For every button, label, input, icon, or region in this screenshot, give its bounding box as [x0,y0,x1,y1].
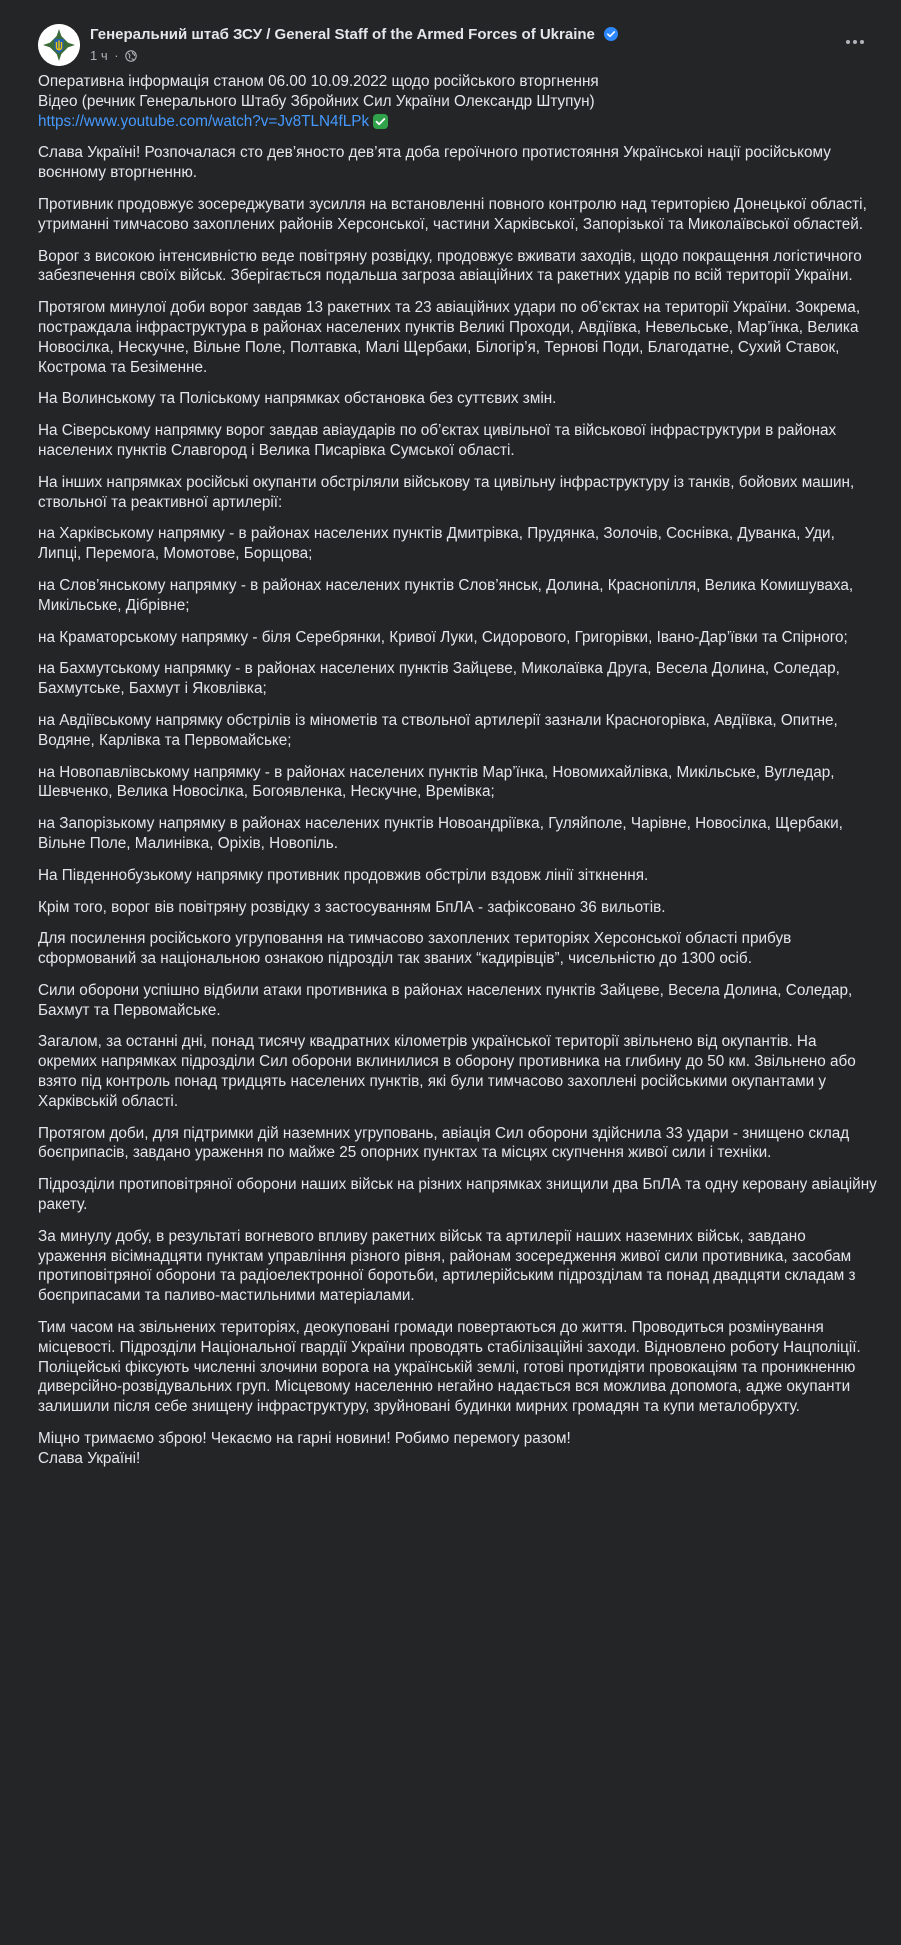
post-paragraph: Сили оборони успішно відбили атаки противника в районах населених пунктів Зайцеве, Весела Долина, Соледар, Бахмут та Первомайське. [38,981,853,1019]
post-paragraph: на Харківському напрямку - в районах населених пунктів Дмитрівка, Прудянка, Золочів, Соснівка, Дуванка, Уди, Липці, Перемога, Момотове, Борщова; [38,525,835,563]
intro-line-2: Відео (речник Генерального Штабу Збройних Сил України Олександр Штупун) [38,92,595,110]
post-paragraph: Підрозділи протиповітряної оборони наших військ на різних напрямках знищили два БпЛА та одну керовану авіаційну ракету. [38,1176,877,1214]
closing-line-1: Міцно тримаємо зброю! Чекаємо на гарні новини! Робимо перемогу разом! [38,1430,571,1448]
page-avatar[interactable] [38,24,80,66]
post-paragraph: Слава Україні! Розпочалася сто дев’яносто дев’ята доба героїчного протистояння Українськоі нації російському воєнному вторгненню. [38,144,831,182]
post-paragraph: На Сіверському напрямку ворог завдав авіаударів по об’єктах цивільної та військової інфраструктури в районах населених пунктів Славгород і Велика Писарівка Сумської області. [38,422,837,459]
post-timestamp[interactable]: 1 ч [90,48,108,63]
intro-block [38,72,878,131]
post-body [38,72,878,1481]
post-paragraph: На Південнобузькому напрямку противник продовжив обстріли вздовж лінії зіткнення. [38,866,649,884]
post-meta [90,48,137,63]
post-paragraph: Протягом минулої доби ворог завдав 13 ракетних та 23 авіаційних удари по об’єктах на території України. Зокрема, постраждала інфраструктура в районах населених пунктів Великі Проходи, Авдіївка, Невельське, Мар’їнка, Велика Новосілка, Нескучне, Вільне Поле, Полтавка, Малі Щербаки, Білогір’я, Тернові Поди, Благодатне, Сухий Ставок, Кострома та Безіменне. [38,299,861,376]
check-circle-icon [373,114,388,129]
post-paragraph: На Волинському та Поліському напрямках обстановка без суттєвих змін. [38,390,557,408]
post-paragraph: На інших напрямках російські окупанти обстріляли військову та цивільну інфраструктуру із танків, бойових машин, ствольної та реактивної артилерії: [38,473,855,511]
page-name[interactable]: Генеральний штаб ЗСУ / General Staff of the Armed Forces of Ukraine [90,26,595,43]
post-paragraph: Тим часом на звільнених територіях, деокуповані громади повертаються до життя. Проводиться розмінування місцевості. Підрозділи Національної гвардії України проводять стабілізаційні заходи. Відновлено роботу Нацполіції. Поліцейські фіксують численні злочини ворога на українській землі, готові протидіяти провокаціям та проникненню диверсійно-розвідувальних груп. Місцевому населенню негайно надається вся можлива допомога, адже окупанти залишили після себе знищену інфраструктуру, зруйновані будинки мирних громадян та купи металобрухту. [38,1319,861,1416]
more-options-button[interactable] [839,26,871,58]
page-name-link[interactable] [90,26,618,43]
emblem-icon [38,24,80,66]
post-paragraph: на Авдіївському напрямку обстрілів із мінометів та ствольної артилерії зазнали Красногорівка, Авдіївка, Опитне, Водяне, Карлівка та Первомайське; [38,711,838,749]
post-paragraph: на Запорізькому напрямку в районах населених пунктів Новоандріївка, Гуляйполе, Чарівне, Новосілка, Щербаки, Вільне Поле, Малинівка, Оріхів, Новопіль. [38,815,843,852]
post-paragraph: на Бахмутському напрямку - в районах населених пунктів Зайцеве, Миколаївка Друга, Весела Долина, Соледар, Бахмутське, Бахмут і Яковлівка; [38,660,840,698]
post-paragraph: Для посилення російського угруповання на тимчасово захоплених територіях Херсонської області прибув сформований за національною ознакою підрозділ так званих “кадирівців”, чисельністю до 1300 осіб. [38,930,792,968]
post-paragraph: на Краматорському напрямку - біля Серебрянки, Кривої Луки, Сидорового, Григорівки, Івано-Дар’ївки та Спірного; [38,628,848,646]
closing-block [38,1429,878,1469]
post-paragraph: Загалом, за останні дні, понад тисячу квадратних кілометрів української території звільнено від окупантів. На окремих напрямках підрозділи Сил оборони вклинилися в оборону противника на глибину до 50 км. Звільнено або взято під контроль понад тридцять населених пунктів, які були тимчасово захоплені російськими окупантами у Харківській області. [38,1033,856,1110]
verified-badge-icon [604,27,618,41]
meta-separator: · [114,48,119,63]
post-paragraph: на Новопавлівському напрямку - в районах населених пунктів Мар’їнка, Новомихайлівка, Микільське, Вугледар, Шевченко, Велика Новосілка, Богоявленка, Нескучне, Времівка; [38,763,835,801]
post-paragraph: на Слов’янському напрямку - в районах населених пунктів Слов’янськ, Долина, Краснопілля, Велика Комишуваха, Микільське, Дібрівне; [38,576,854,614]
post-paragraph: Ворог з високою інтенсивністю веде повітряну розвідку, продовжує вживати заходів, щодо покращення логістичного забезпечення своїх військ. Зберігається подальша загроза авіаційних та ракетних ударів по всій території України. [38,247,862,285]
globe-icon[interactable] [125,50,137,62]
youtube-link[interactable]: https://www.youtube.com/watch?v=Jv8TLN4fLPk [38,112,370,130]
post-header [38,22,871,72]
more-options-icon [845,39,865,45]
closing-line-2: Слава Україні! [38,1449,141,1467]
post-paragraph: Противник продовжує зосереджувати зусилля на встановленні повного контролю над територією Донецької області, утриманні тимчасово захоплених районів Херсонської, частини Харківської, Запорізької та Миколаївської областей. [38,195,867,233]
post-paragraph: За минулу добу, в результаті вогневого впливу ракетних військ та артилерії наших наземних військ, завдано ураження вісімнадцяти пунктам управління різного рівня, районам зосередження живої сили противника, засобам протиповітряної оборони та радіоелектронної боротьби, артилерійським підрозділам та понад двадцяти складам з боєприпасами та паливо-мастильними матеріалами. [38,1227,856,1305]
intro-line-1: Оперативна інформація станом 06.00 10.09.2022 щодо російського вторгнення [38,73,599,90]
post-paragraph: Протягом доби, для підтримки дій наземних угруповань, авіація Сил оборони здійснила 33 удари - знищено склад боєприпасів, завдано ураження по майже 25 опорних пунктах та місцях скупчення живої сили і техніки. [38,1124,850,1162]
post-paragraph: Крім того, ворог вів повітряну розвідку з застосуванням БпЛА - зафіксовано 36 вильотів. [38,898,666,916]
